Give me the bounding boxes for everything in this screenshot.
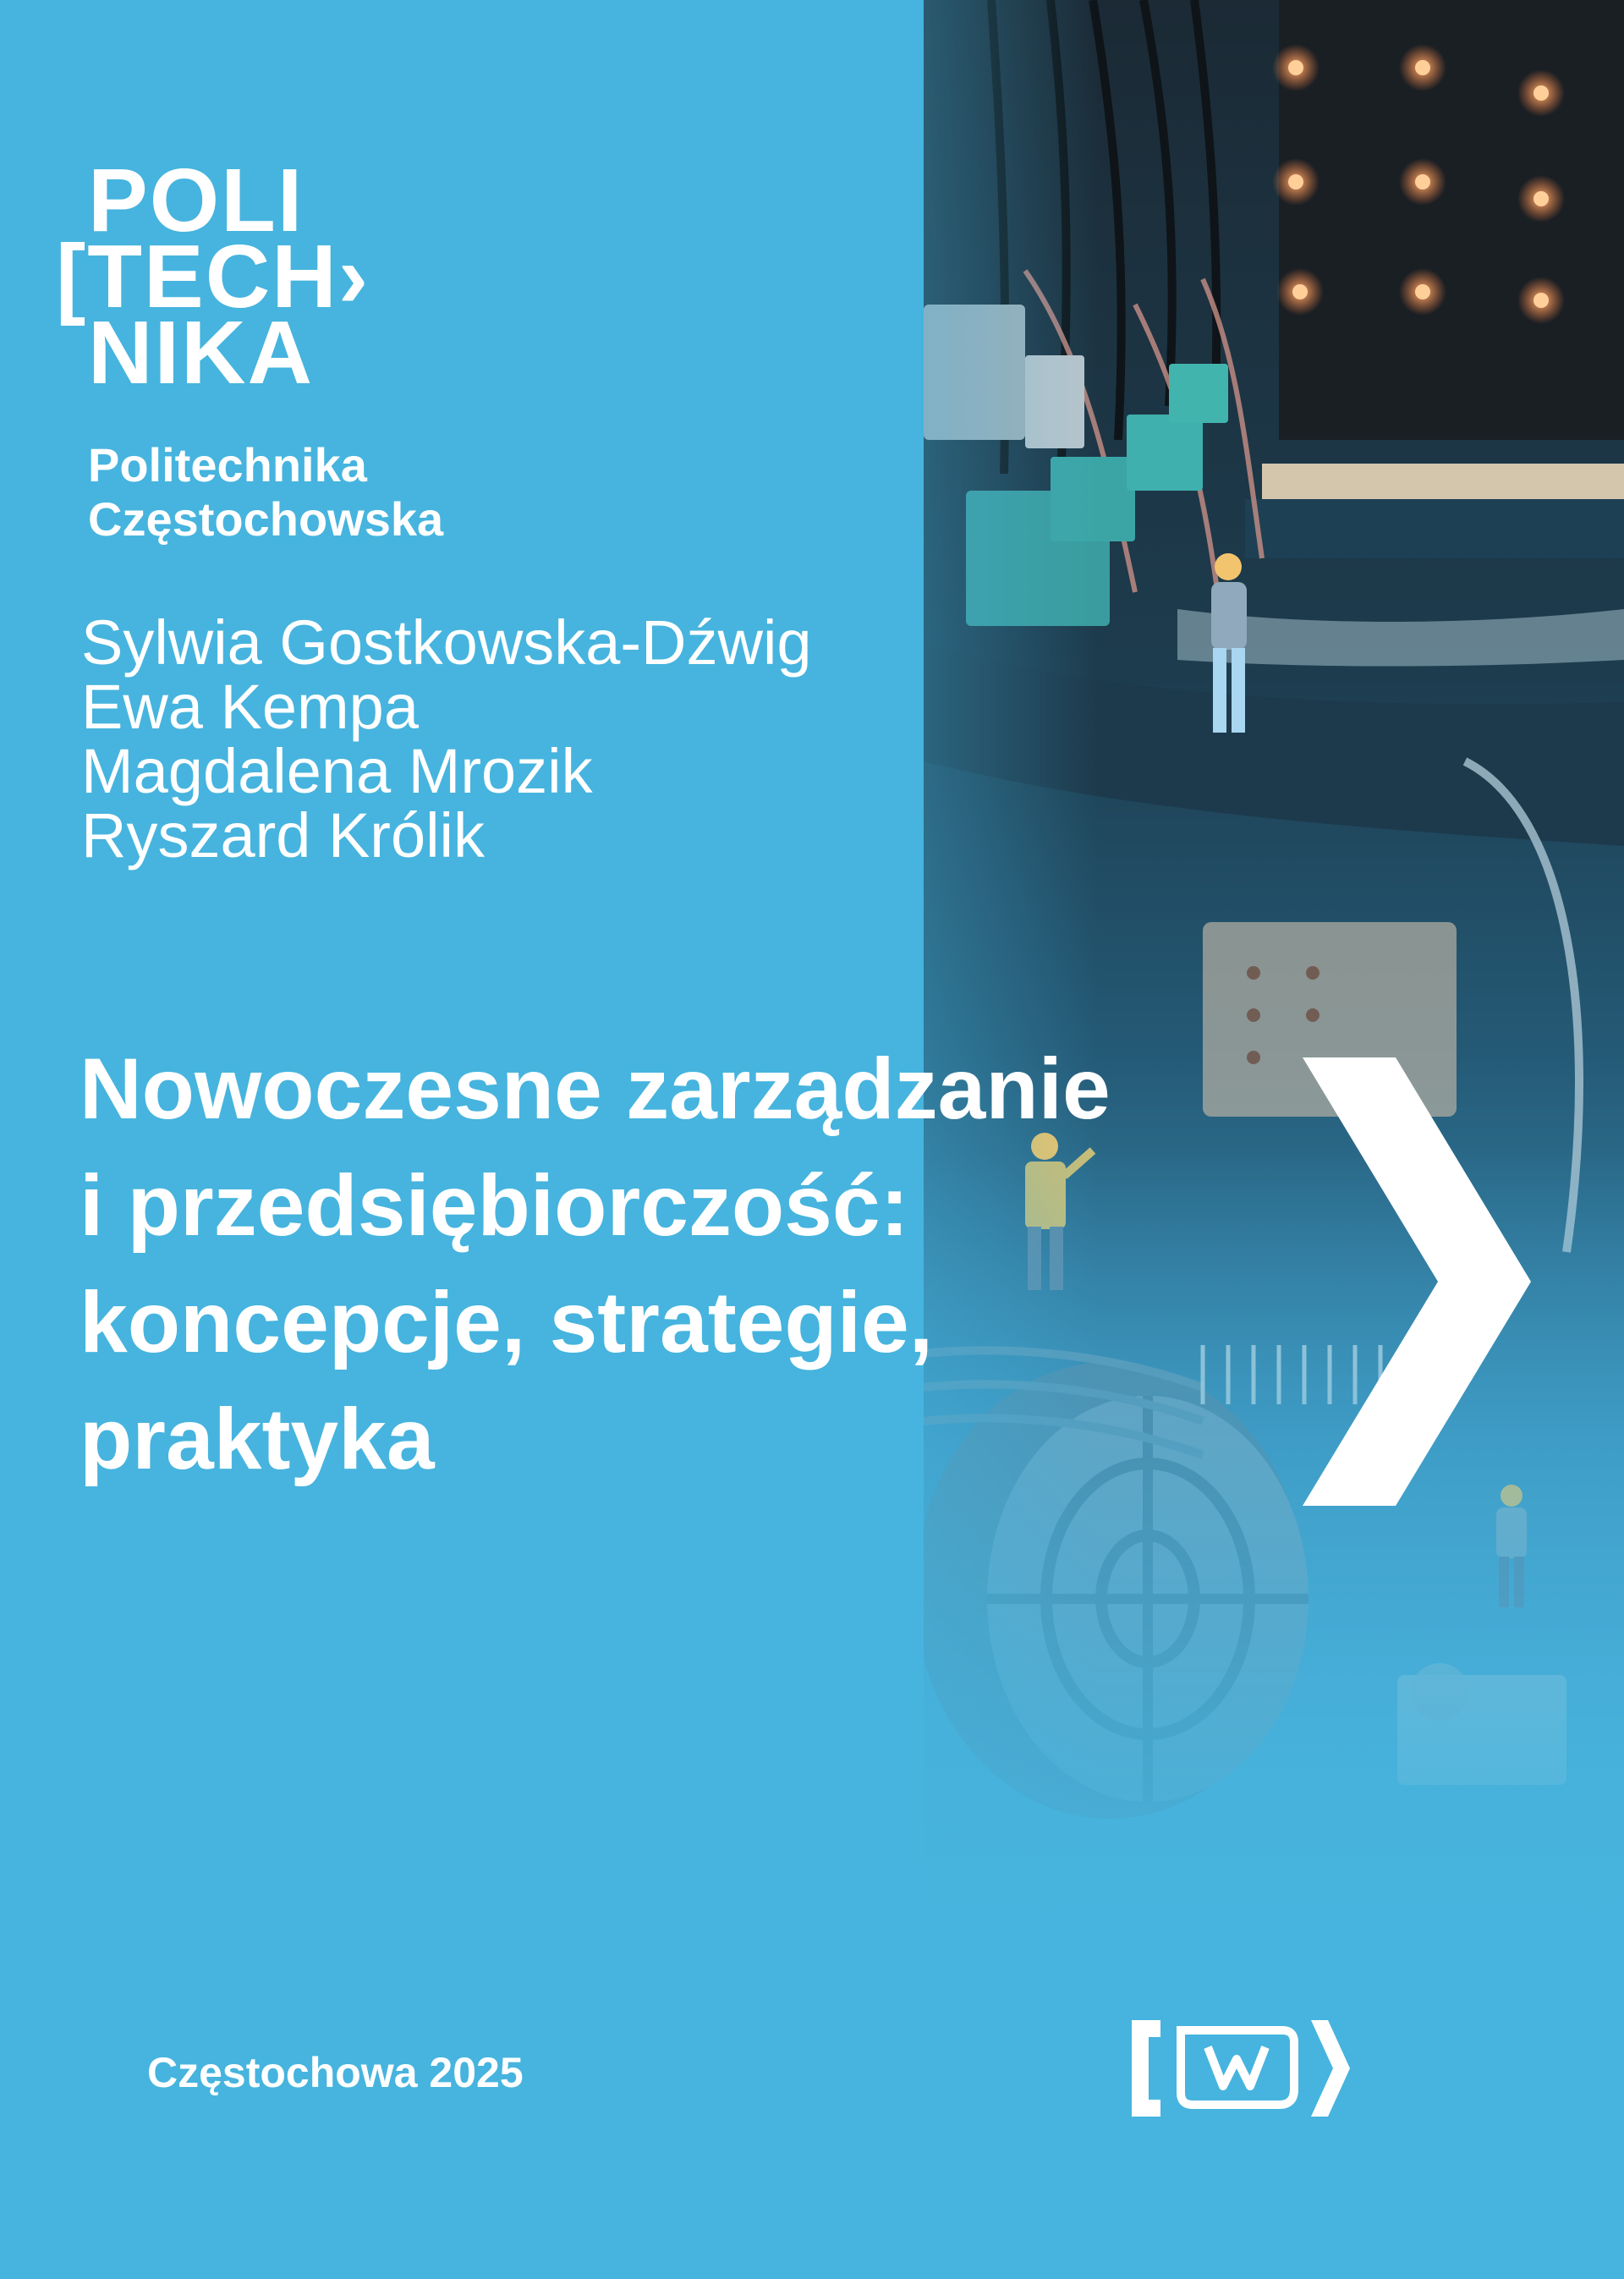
- university-name-line-1: Politechnika: [88, 438, 367, 491]
- university-name-line-2: Częstochowska: [88, 492, 444, 546]
- university-logo: [56, 151, 370, 403]
- chevron-right-icon: [1303, 1057, 1531, 1510]
- author-name: Ewa Kempa: [81, 672, 419, 742]
- logo-line-3: NIKA: [88, 303, 315, 403]
- title-line-4: praktyka: [80, 1391, 435, 1487]
- author-name: Ryszard Królik: [81, 800, 485, 870]
- cover-photo: [924, 0, 1624, 1919]
- logo-line-1: POLI: [88, 151, 304, 250]
- title-line-1: Nowoczesne zarządzanie: [80, 1041, 1111, 1137]
- logo-line-2: [TECH›: [56, 227, 370, 327]
- publisher-logo-icon: [1132, 2013, 1352, 2128]
- author-name: Magdalena Mrozik: [81, 736, 593, 806]
- title-line-3: koncepcje, strategie,: [80, 1274, 934, 1370]
- author-name: Sylwia Gostkowska-Dźwig: [81, 607, 812, 678]
- authors-list: [81, 607, 812, 870]
- place-and-year: Częstochowa 2025: [147, 2049, 524, 2096]
- title-line-2: i przedsiębiorczość:: [80, 1157, 909, 1254]
- university-name: [88, 438, 443, 546]
- book-title: [80, 1030, 1111, 1497]
